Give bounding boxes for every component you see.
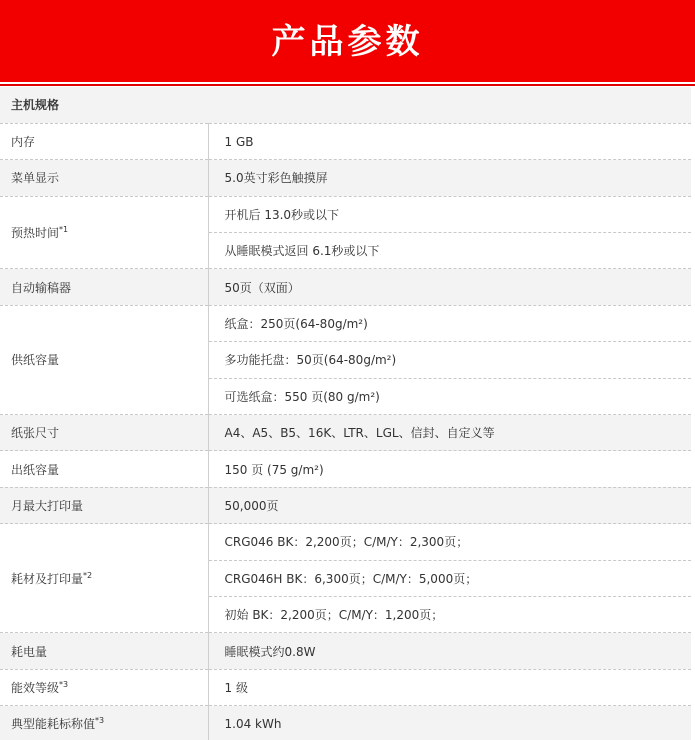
spec-value: 50页（双面） — [208, 269, 691, 305]
spec-label — [0, 305, 208, 414]
spec-label — [0, 415, 208, 451]
footnote-marker: *3 — [95, 716, 105, 726]
spec-value: 开机后 13.0秒或以下 — [208, 196, 691, 232]
spec-row — [0, 487, 691, 523]
spec-row — [0, 706, 691, 740]
spec-label — [0, 196, 208, 269]
spec-value: A4、A5、B5、16K、LTR、LGL、信封、自定义等 — [208, 415, 691, 451]
spec-value: 可选纸盒：550 页(80 g/m²) — [208, 378, 691, 414]
spec-label — [0, 669, 208, 705]
spec-label — [0, 633, 208, 669]
spec-value: 多功能托盘：50页(64-80g/m²) — [208, 342, 691, 378]
spec-label-text: 耗材及打印量 — [11, 571, 84, 586]
header-banner — [0, 0, 695, 82]
spec-value: CRG046 BK：2,200页；C/M/Y：2,300页； — [208, 524, 691, 560]
spec-row — [0, 669, 691, 705]
spec-value: CRG046H BK：6,300页；C/M/Y：5,000页； — [208, 560, 691, 596]
spec-label-text: 预热时间 — [11, 226, 60, 241]
spec-row — [0, 196, 691, 232]
spec-row — [0, 305, 691, 341]
spec-table — [0, 87, 691, 740]
spec-label-text: 月最大打印量 — [11, 498, 84, 513]
spec-label — [0, 160, 208, 196]
spec-label-text: 典型能耗标称值 — [11, 717, 96, 732]
spec-value: 150 页 (75 g/m²) — [208, 451, 691, 487]
footnote-marker: *1 — [59, 225, 69, 235]
section-title: 主机规格 — [0, 87, 691, 123]
spec-label — [0, 123, 208, 159]
spec-label — [0, 524, 208, 633]
spec-label-text: 出纸容量 — [11, 462, 60, 477]
spec-label-text: 供纸容量 — [11, 353, 60, 368]
spec-value: 1 GB — [208, 123, 691, 159]
spec-value: 纸盒：250页(64-80g/m²) — [208, 305, 691, 341]
spec-value: 1 级 — [208, 669, 691, 705]
spec-label — [0, 451, 208, 487]
spec-label-text: 纸张尺寸 — [11, 426, 60, 441]
spec-label-text: 菜单显示 — [11, 171, 60, 186]
spec-label — [0, 269, 208, 305]
spec-row — [0, 524, 691, 560]
page-title: 产品参数 — [271, 21, 424, 62]
spec-row — [0, 451, 691, 487]
spec-value: 5.0英寸彩色触摸屏 — [208, 160, 691, 196]
spec-value: 初始 BK：2,200页；C/M/Y：1,200页； — [208, 596, 691, 632]
spec-row — [0, 415, 691, 451]
spec-label-text: 能效等级 — [11, 680, 60, 695]
spec-value: 从睡眠模式返回 6.1秒或以下 — [208, 233, 691, 269]
header-divider — [0, 84, 695, 86]
spec-label — [0, 706, 208, 740]
spec-value: 1.04 kWh — [208, 706, 691, 740]
spec-row — [0, 269, 691, 305]
spec-value: 50,000页 — [208, 487, 691, 523]
spec-value: 睡眠模式约0.8W — [208, 633, 691, 669]
spec-row — [0, 123, 691, 159]
spec-row — [0, 160, 691, 196]
spec-label — [0, 487, 208, 523]
section-header-row — [0, 87, 691, 123]
spec-label-text: 自动输稿器 — [11, 280, 72, 295]
spec-label-text: 内存 — [11, 135, 36, 150]
spec-label-text: 耗电量 — [11, 644, 48, 659]
footnote-marker: *2 — [83, 570, 93, 580]
spec-row — [0, 633, 691, 669]
footnote-marker: *3 — [59, 679, 69, 689]
